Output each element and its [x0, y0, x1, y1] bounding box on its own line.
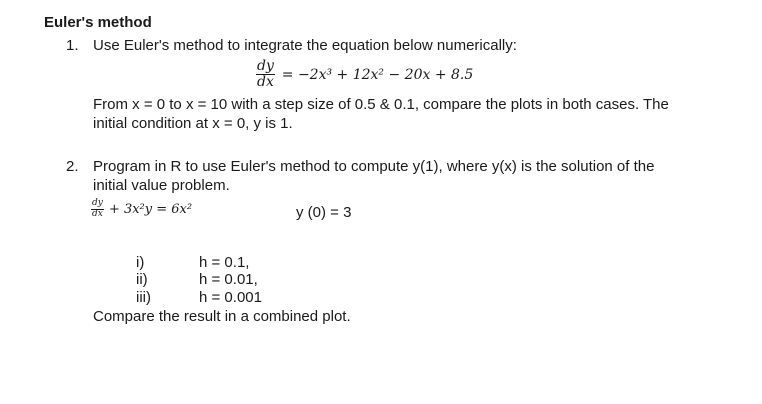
q2-derivative [91, 199, 104, 220]
q2-equation [91, 199, 192, 220]
q2-closing: Compare the result in a combined plot. [93, 308, 351, 325]
q2-case-value-1: h = 0.1, [199, 254, 250, 271]
q1-line1: From x = 0 to x = 10 with a step size of 0.5 & 0.1, compare the plots in both cases. The [93, 96, 669, 113]
q2-case-label-2: ii) [136, 271, 148, 288]
q1-eq-denominator: dx [257, 74, 274, 91]
q2-case-label-1: i) [136, 254, 145, 271]
q1-eq-rhs: = −2x³ + 12x² − 20x + 8.5 [281, 66, 474, 83]
q2-number: 2. [66, 158, 79, 175]
q2-case-label-3: iii) [136, 289, 151, 306]
q1-line2: initial condition at x = 0, y is 1. [93, 115, 293, 132]
q2-case-value-2: h = 0.01, [199, 271, 258, 288]
q2-line1: Program in R to use Euler's method to compute y(1), where y(x) is the solution of the [93, 158, 655, 175]
q2-case-value-3: h = 0.001 [199, 289, 262, 306]
q1-equation [256, 59, 473, 91]
q2-eq-denominator: dx [92, 208, 103, 219]
q2-eq-numerator: dy [92, 198, 103, 208]
q1-derivative [256, 59, 275, 91]
page-title: Euler's method [44, 14, 152, 31]
q2-line2: initial value problem. [93, 177, 230, 194]
q1-eq-numerator: dy [257, 58, 274, 74]
q2-eq-rhs: + 3x²y = 6x² [108, 201, 193, 217]
q1-intro: Use Euler's method to integrate the equation below numerically: [93, 37, 517, 54]
q1-number: 1. [66, 37, 79, 54]
q2-initial-condition: y (0) = 3 [296, 204, 352, 221]
